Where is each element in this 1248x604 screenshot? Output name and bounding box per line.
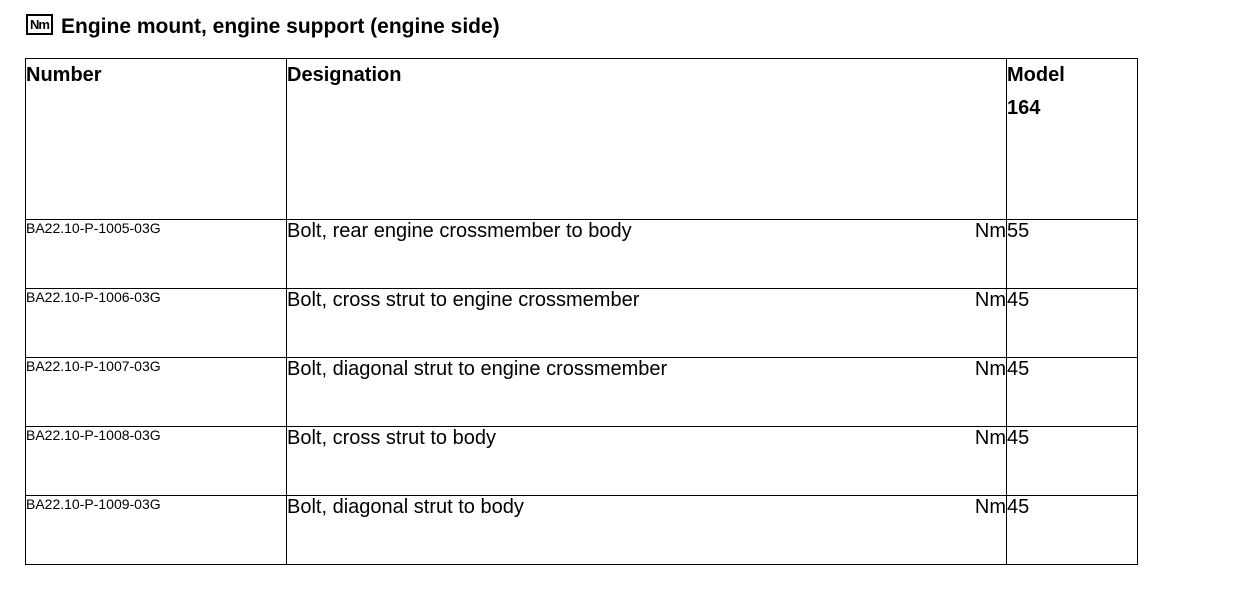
unit-text: Nm	[974, 496, 1006, 518]
designation-text: Bolt, cross strut to engine crossmember	[287, 289, 640, 311]
cell-value: 45	[1007, 358, 1138, 427]
table-header-row	[26, 59, 1138, 220]
document-header	[26, 13, 500, 41]
cell-number: BA22.10-P-1006-03G	[26, 289, 287, 358]
designation-text: Bolt, cross strut to body	[287, 427, 496, 449]
cell-value: 45	[1007, 496, 1138, 565]
table-row	[26, 358, 1138, 427]
table-row	[26, 427, 1138, 496]
cell-designation	[287, 358, 1007, 427]
unit-text: Nm	[974, 427, 1006, 449]
designation-text: Bolt, rear engine crossmember to body	[287, 220, 632, 242]
column-header-model-number: 164	[1007, 97, 1041, 119]
cell-designation	[287, 427, 1007, 496]
cell-value: 45	[1007, 427, 1138, 496]
torque-spec-table	[25, 58, 1138, 565]
column-header-number: Number	[26, 59, 287, 220]
cell-number: BA22.10-P-1007-03G	[26, 358, 287, 427]
table-row	[26, 289, 1138, 358]
cell-number: BA22.10-P-1005-03G	[26, 220, 287, 289]
cell-designation	[287, 220, 1007, 289]
unit-text: Nm	[974, 289, 1006, 311]
unit-text: Nm	[974, 358, 1006, 380]
cell-value: 55	[1007, 220, 1138, 289]
designation-text: Bolt, diagonal strut to body	[287, 496, 524, 518]
column-header-model-label: Model	[1007, 64, 1065, 86]
page-title: Engine mount, engine support (engine side)	[61, 15, 500, 38]
torque-nm-icon: Nm	[26, 14, 53, 35]
column-header-model	[1007, 59, 1138, 220]
unit-text: Nm	[974, 220, 1006, 242]
cell-value: 45	[1007, 289, 1138, 358]
cell-number: BA22.10-P-1008-03G	[26, 427, 287, 496]
cell-designation	[287, 289, 1007, 358]
column-header-designation: Designation	[287, 59, 1007, 220]
cell-designation	[287, 496, 1007, 565]
designation-text: Bolt, diagonal strut to engine crossmember	[287, 358, 668, 380]
table-row	[26, 496, 1138, 565]
table-row	[26, 220, 1138, 289]
cell-number: BA22.10-P-1009-03G	[26, 496, 287, 565]
